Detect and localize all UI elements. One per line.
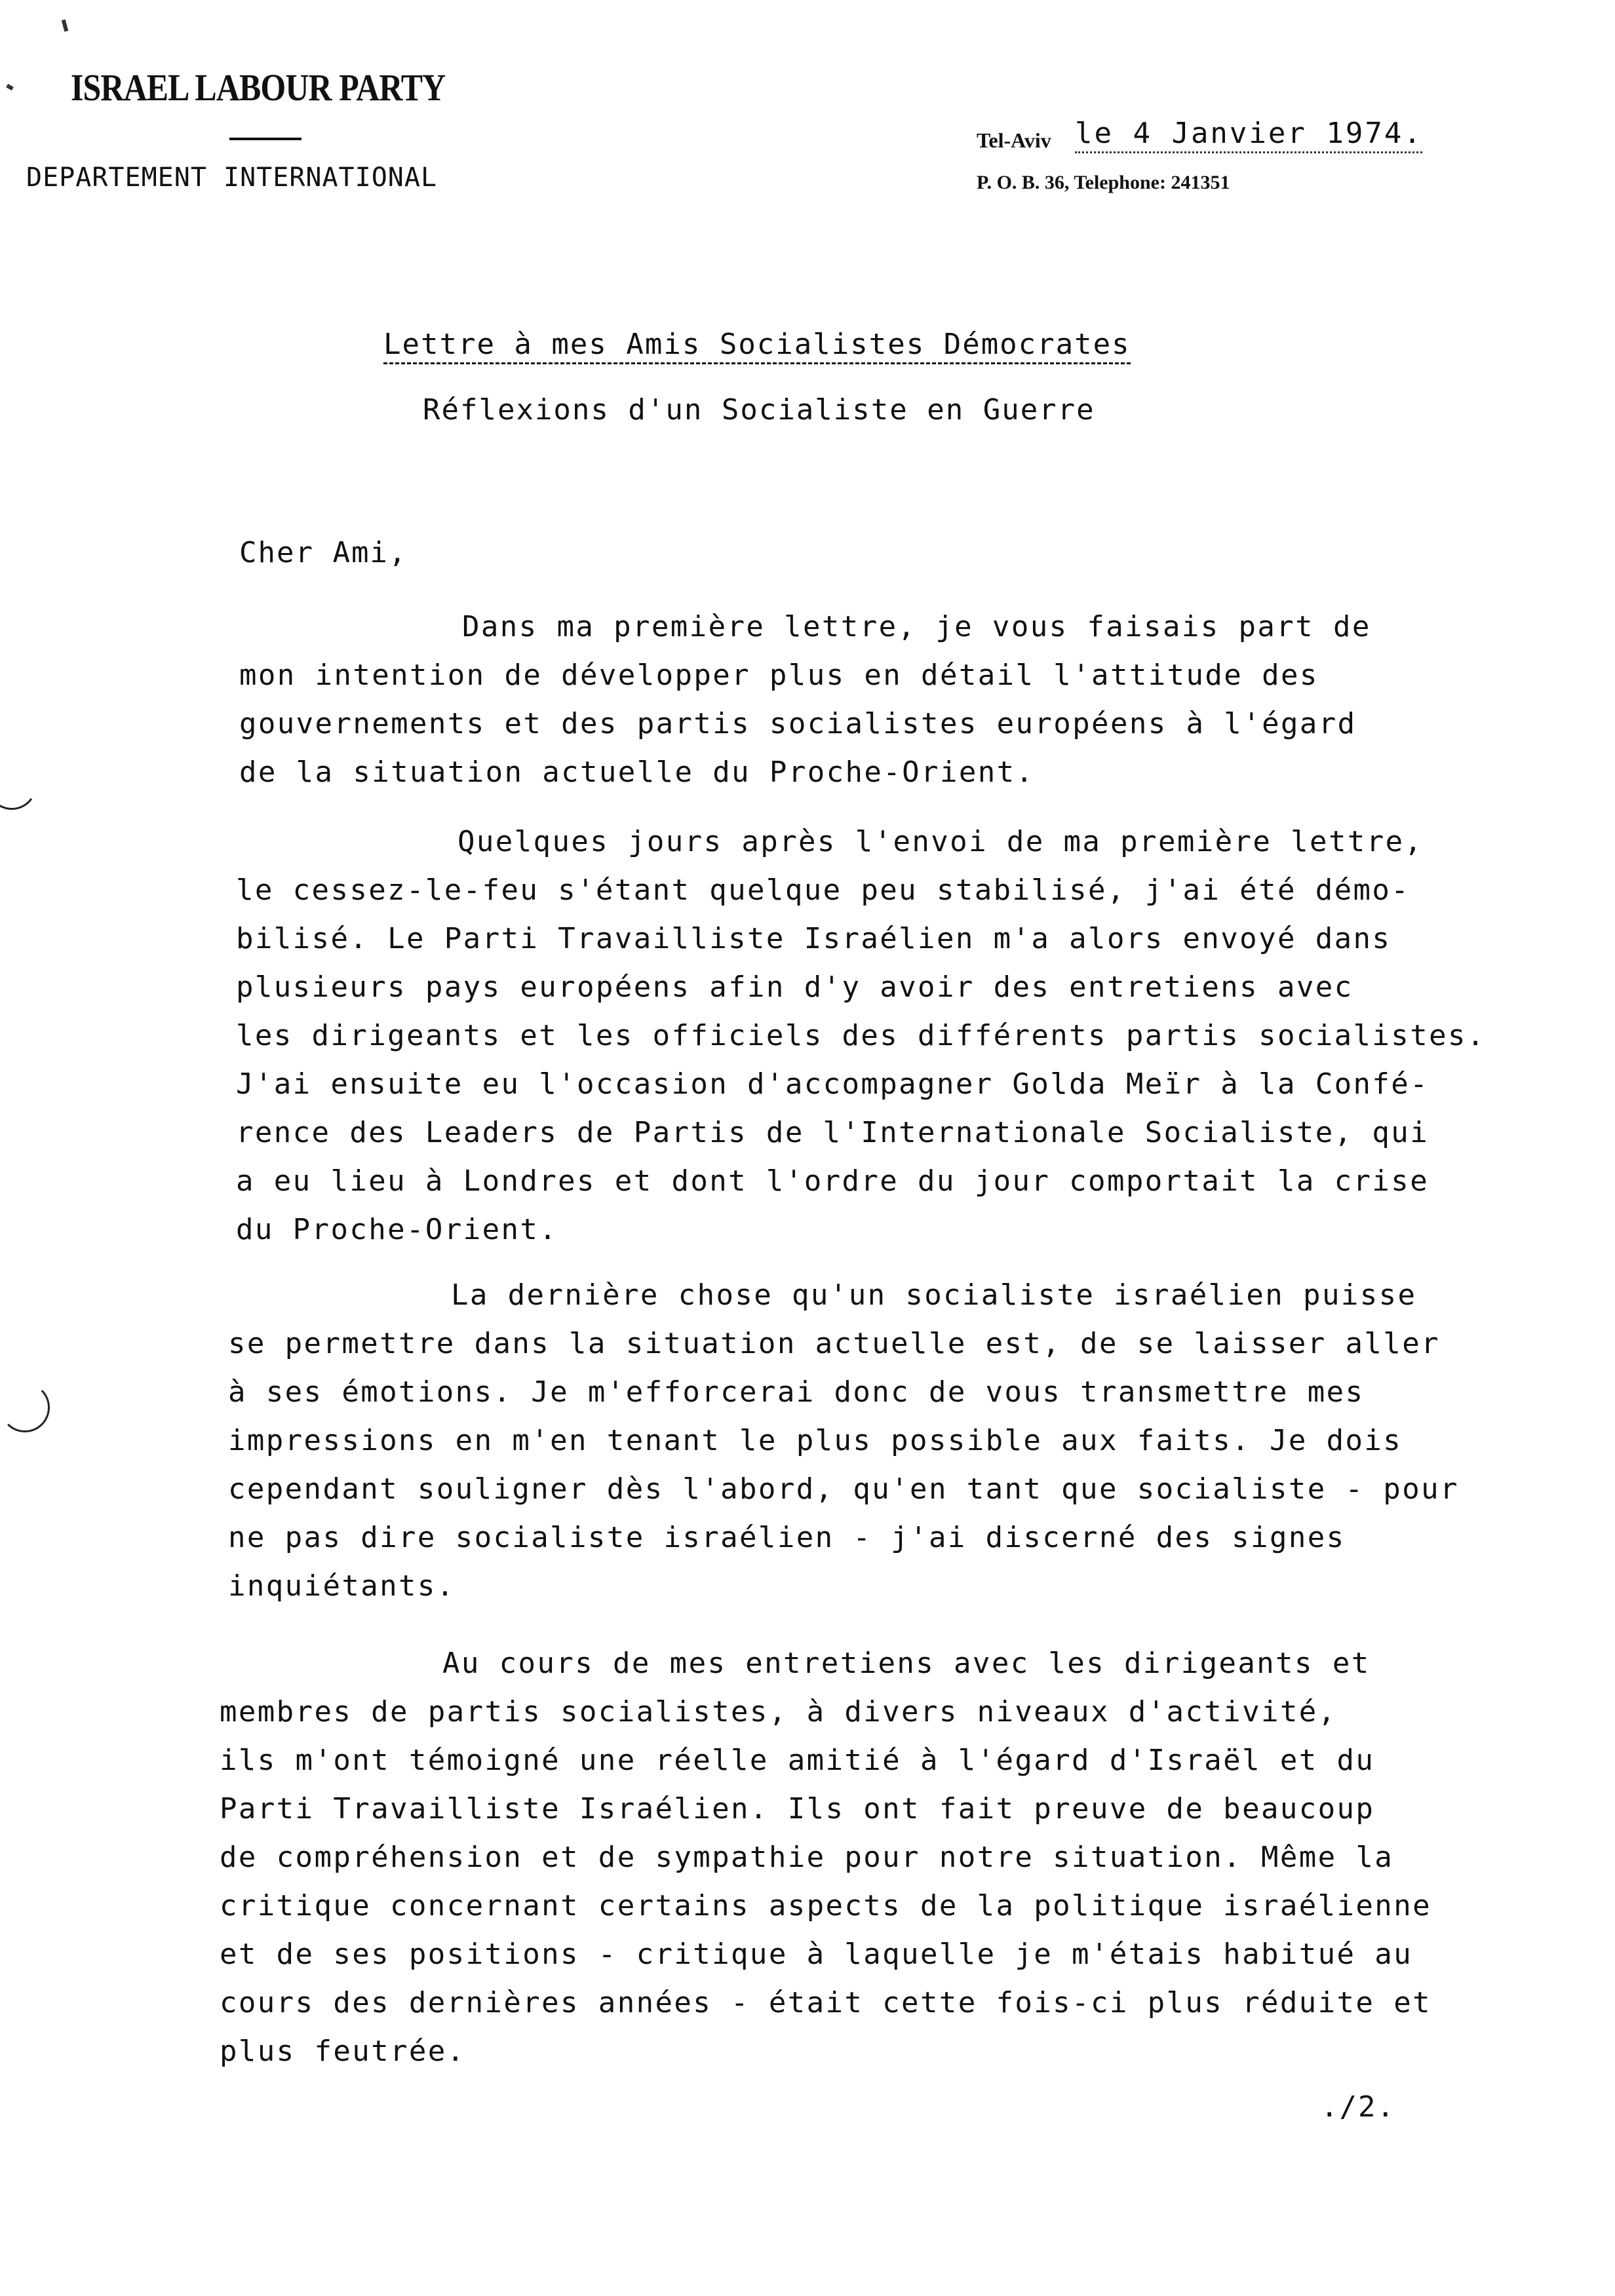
punch-hole-mark bbox=[0, 756, 41, 814]
paragraph-line: et de ses positions - critique à laquelle je m'étais habitué au bbox=[220, 1938, 1413, 1971]
organization-name: ISRAEL LABOUR PARTY bbox=[71, 66, 446, 109]
salutation: Cher Ami, bbox=[239, 536, 408, 569]
paragraph-3 bbox=[228, 1271, 1459, 1611]
paragraph-line: bilisé. Le Parti Travailliste Israélien m'a alors envoyé dans bbox=[236, 922, 1391, 955]
margin-tick-mark bbox=[6, 84, 14, 90]
paragraph-line: Dans ma première lettre, je vous faisais part de bbox=[462, 610, 1371, 643]
paragraph-line: gouvernements et des partis socialistes européens à l'égard bbox=[239, 707, 1357, 740]
paragraph-line: plus feutrée. bbox=[220, 2035, 466, 2068]
contact-info: P. O. B. 36, Telephone: 241351 bbox=[977, 172, 1230, 193]
paragraph-line: à ses émotions. Je m'efforcerai donc de vous transmettre mes bbox=[228, 1375, 1365, 1409]
paragraph-line: de la situation actuelle du Proche-Orient. bbox=[239, 756, 1035, 789]
paragraph-line: du Proche-Orient. bbox=[236, 1213, 558, 1246]
paragraph-line: le cessez-le-feu s'étant quelque peu stabilisé, j'ai été démo- bbox=[236, 873, 1411, 907]
paragraph-line: se permettre dans la situation actuelle est, de se laisser aller bbox=[228, 1327, 1440, 1360]
paragraph-line: Quelques jours après l'envoi de ma première lettre, bbox=[457, 825, 1424, 858]
paragraph-line: cours des dernières années - était cette fois-ci plus réduite et bbox=[220, 1986, 1431, 2019]
paragraph-line: de compréhension et de sympathie pour notre situation. Même la bbox=[220, 1841, 1394, 1874]
place-label: Tel-Aviv bbox=[977, 128, 1051, 152]
paragraph-4 bbox=[220, 1639, 1431, 2076]
paragraph-line: rence des Leaders de Partis de l'Internationale Socialiste, qui bbox=[236, 1116, 1430, 1149]
paragraph-line: inquiétants. bbox=[228, 1569, 456, 1603]
department-name: DEPARTEMENT INTERNATIONAL bbox=[26, 163, 438, 193]
paragraph-line: impressions en m'en tenant le plus possible aux faits. Je dois bbox=[228, 1424, 1403, 1457]
paragraph-line: plusieurs pays européens afin d'y avoir des entretiens avec bbox=[236, 970, 1353, 1004]
paragraph-2 bbox=[236, 818, 1486, 1254]
letter-date: le 4 Janvier 1974. bbox=[1075, 117, 1422, 153]
paragraph-line: ne pas dire socialiste israélien - j'ai discerné des signes bbox=[228, 1521, 1346, 1554]
paragraph-line: les dirigeants et les officiels des différents partis socialistes. bbox=[236, 1019, 1486, 1052]
letter-title: Lettre à mes Amis Socialistes Démocrates bbox=[383, 328, 1131, 364]
continuation-page-marker: ./2. bbox=[1321, 2090, 1395, 2124]
letter-subtitle: Réflexions d'un Socialiste en Guerre bbox=[423, 393, 1095, 427]
paragraph-line: ils m'ont témoigné une réelle amitié à l'égard d'Israël et du bbox=[220, 1744, 1375, 1777]
paragraph-1 bbox=[239, 603, 1371, 797]
paragraph-line: Parti Travailliste Israélien. Ils ont fait preuve de beaucoup bbox=[220, 1792, 1375, 1826]
paragraph-line: membres de partis socialistes, à divers niveaux d'activité, bbox=[220, 1695, 1337, 1729]
letterhead-divider bbox=[229, 138, 302, 140]
paragraph-line: mon intention de développer plus en détail l'attitude des bbox=[239, 659, 1319, 692]
paragraph-line: La dernière chose qu'un socialiste israélien puisse bbox=[451, 1278, 1417, 1312]
paragraph-line: cependant souligner dès l'abord, qu'en tant que socialiste - pour bbox=[228, 1472, 1459, 1506]
margin-tick-mark bbox=[62, 20, 68, 32]
paragraph-line: Au cours de mes entretiens avec les dirigeants et bbox=[442, 1647, 1371, 1680]
paragraph-line: J'ai ensuite eu l'occasion d'accompagner Golda Meïr à la Confé- bbox=[236, 1067, 1430, 1101]
punch-hole-mark bbox=[0, 1383, 50, 1432]
paragraph-line: a eu lieu à Londres et dont l'ordre du jour comportait la crise bbox=[236, 1164, 1430, 1198]
paragraph-line: critique concernant certains aspects de la politique israélienne bbox=[220, 1889, 1431, 1923]
